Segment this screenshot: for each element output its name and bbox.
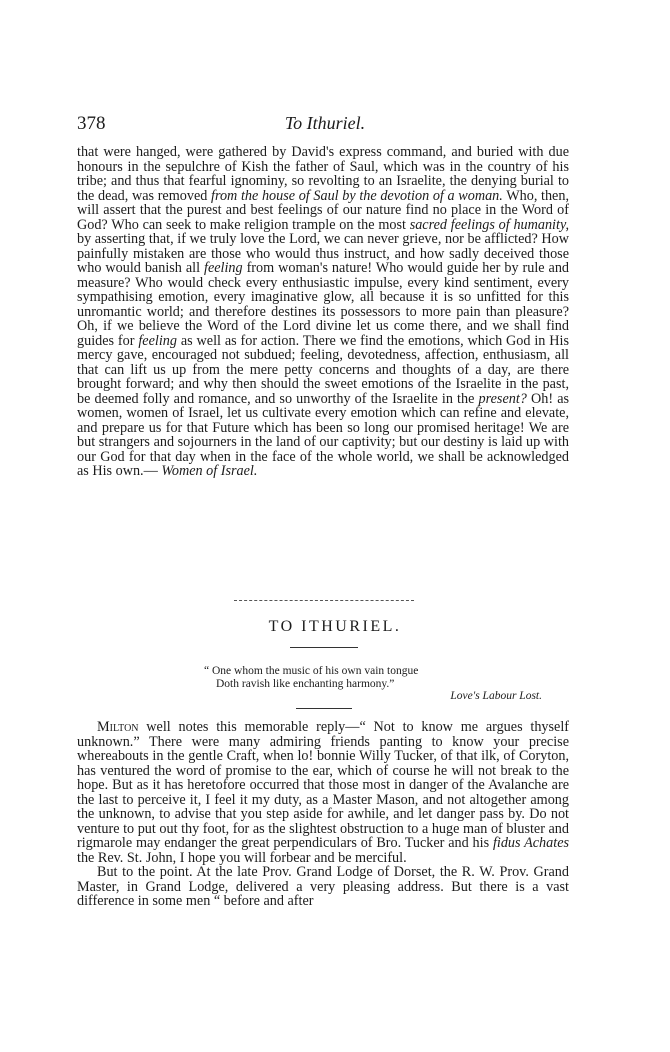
source-citation: Women of Israel.: [161, 463, 258, 479]
article-title: TO ITHURIEL.: [268, 618, 402, 635]
text-segment: from woman's nature! Who would guide her by rule and measure? Who would check every enthusiastic impulse, every kind sentiment, every sympathising emotion, every imaginative glow, all because it is so unfitted for this unromantic world; and therefore destines its possessors to more pain than pleasure? Oh, if we believe the Word of the Lord divine let us come there, and we shall find guides for: [77, 260, 570, 349]
epigraph-line: Doth ravish like enchanting harmony.”: [216, 677, 395, 690]
italic-word: present?: [478, 390, 527, 407]
continuation-paragraph: [77, 145, 569, 479]
page-number: 378: [77, 113, 106, 134]
text-segment: Oh! as women, women of Israel, let us cultivate every emotion which can refine and elevate, and prepare us for that Future which has been so long our promised heritage! We are but strangers and sojourners in the land of our captivity; but our destiny is laid up with our God for that day when in the face of the whole world, we shall be acknowledged as His own.—: [77, 390, 570, 479]
italic-phrase: fidus Achates: [492, 835, 570, 851]
italic-word: feeling: [138, 332, 177, 349]
title-rule: [290, 647, 358, 648]
italic-word: feeling: [204, 260, 243, 276]
article-body: [77, 720, 569, 909]
running-title: To Ithuriel.: [284, 113, 366, 133]
text-segment: as well as for action. There we find the emotions, which God in His mercy gave, encouraged not subdued; feeling, devotedness, affection, enthusiasm, all that can lift us up from the mere petty concerns and thoughts of a day, are there brought forward; and why then should the sweet emotions of the Israelite in the past, be deemed folly and romance, and so unworthy of the Israelite in the: [77, 332, 569, 407]
text-segment: Who, then, will assert that the purest and best feelings of our nature find no place in the Word of God? Who can seek to make religion trample on the most: [77, 187, 569, 233]
italic-phrase: from the house of Saul by the devotion of a woman.: [211, 187, 503, 204]
text-segment: well notes this memorable reply—“ Not to know me argues thyself unknown.” There were many admiring friends panting to know your precise whereabouts in the gentle Craft, when lo! bonnie Willy Tucker, of that ilk, of Coryton, has ventured the word of promise to the ear, which of course he will not break to the hope. But as it has heretofore occurred that those most in danger of the Avalanche are the last to perceive it, I feel it my duty, as a Master Mason, and not altogether among the unknown, to advise that you step aside for awhile, and let danger pass by. Do not venture to put out thy foot, for as the slightest obstruction to a huge man of bluster and rigmarole may endanger the great perpendiculars of Bro. Tucker and his: [77, 719, 569, 851]
article-paragraph: [77, 720, 569, 865]
section-divider: [234, 600, 414, 601]
page-header: [77, 113, 573, 139]
epigraph: [204, 665, 544, 703]
text-segment: by asserting that, if we truly love the Lord, we can never grieve, nor be afflicted? How painfully mistaken are those who would thus instruct, and how sadly deceived those who would banish all: [77, 231, 569, 276]
small-caps-name: Milton: [97, 719, 139, 735]
article-paragraph: But to the point. At the late Prov. Grand Lodge of Dorset, the R. W. Prov. Grand Master, in Grand Lodge, delivered a very pleasing address. But there is a vast difference in some men “ before and after: [77, 864, 569, 909]
epigraph-rule: [296, 708, 352, 709]
epigraph-line: “ One whom the music of his own vain tongue: [204, 665, 419, 677]
epigraph-attribution: Love's Labour Lost.: [450, 690, 542, 702]
text-segment: that were hanged, were gathered by David's express command, and buried with due honours in the sepulchre of Kish the father of Saul, which was in the country of his tribe; and thus that fearful ignominy, so revolting to an Israelite, the denying burial to the dead, was removed: [77, 144, 569, 204]
italic-phrase: sacred feelings of humanity,: [409, 216, 570, 233]
text-segment: the Rev. St. John, I hope you will forbear and be merciful.: [77, 849, 407, 866]
